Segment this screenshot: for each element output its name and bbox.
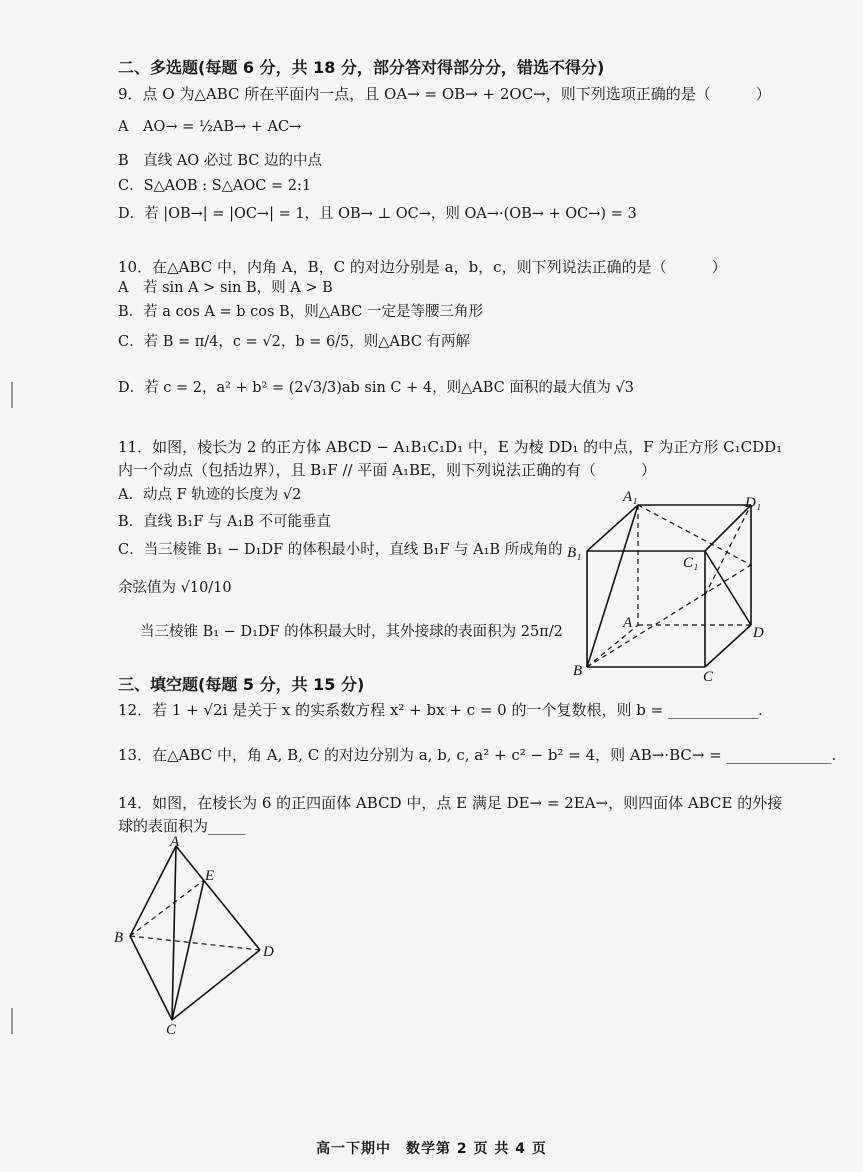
hidden-ab: [587, 625, 638, 667]
label-b1: B₁: [567, 545, 582, 561]
q11-stem-line2: 内一个动点（包括边界），且 B₁F // 平面 A₁BE，则下列说法正确的有（ ）: [118, 461, 656, 479]
diag-a1b: [587, 505, 638, 667]
label-a1: A₁: [623, 489, 638, 505]
tetrahedron-figure: [108, 832, 288, 1037]
label-d: D: [753, 625, 764, 641]
edge-ad: [176, 846, 260, 950]
q9-option-d: D．若 |OB→| = |OC→| = 1，且 OB→ ⊥ OC→，则 OA→·(OB→ + OC→) = 3: [118, 206, 637, 222]
q10-stem: 10．在△ABC 中，内角 A，B，C 的对边分别是 a，b，c，则下列说法正确的是（ ）: [118, 258, 727, 276]
q12: 12．若 1 + √2i 是关于 x 的实系数方程 x² + bx + c = 0 的一个复数根，则 b = ____________.: [118, 701, 763, 719]
q9-option-a: A AO→ = ½AB→ + AC→: [118, 119, 302, 135]
q14-stem-line2: 球的表面积为_____: [118, 817, 246, 835]
diag-c1d: [705, 551, 751, 625]
q11-option-c-cont: 余弦值为 √10/10: [118, 580, 232, 596]
label-c: C: [166, 1022, 177, 1037]
q11-option-d: 当三棱锥 B₁ − D₁DF 的体积最大时，其外接球的表面积为 25π/2: [140, 624, 563, 640]
q10-option-a: A 若 sin A > sin B，则 A > B: [118, 280, 333, 296]
cube-figure: [565, 485, 775, 685]
binding-mark: [11, 382, 13, 408]
label-b: B: [114, 930, 124, 946]
q11-option-c: C．当三棱锥 B₁ − D₁DF 的体积最小时，直线 B₁F 与 A₁B 所成角的: [118, 542, 563, 558]
label-d: D: [263, 944, 274, 960]
q13: 13．在△ABC 中，角 A, B, C 的对边分别为 a, b, c, a² + c² − b² = 4，则 AB→·BC→ = ______________.: [118, 746, 837, 764]
q10-option-d: D．若 c = 2，a² + b² = (2√3/3)ab sin C + 4，则△ABC 面积的最大值为 √3: [118, 380, 634, 396]
edge-bc: [130, 936, 172, 1020]
hidden-trace: [705, 505, 751, 595]
q11-option-a: A．动点 F 轨迹的长度为 √2: [118, 487, 302, 503]
hidden-be: [587, 565, 751, 667]
label-c1: C₁: [683, 555, 699, 571]
label-c: C: [703, 669, 714, 685]
q14-stem-line1: 14．如图，在棱长为 6 的正四面体 ABCD 中，点 E 满足 DE→ = 2EA→，则四面体 ABCE 的外接: [118, 794, 783, 812]
q9-option-b: B 直线 AO 必过 BC 边的中点: [118, 153, 322, 169]
q9-option-c: C．S△AOB : S△AOC = 2:1: [118, 178, 312, 194]
edge-ab: [130, 846, 176, 936]
label-b: B: [573, 663, 583, 679]
label-a: A: [623, 615, 633, 631]
edge-cd: [705, 625, 751, 667]
edge-ac: [172, 846, 176, 1020]
section-3-header: 三、填空题(每题 5 分，共 15 分): [118, 675, 365, 694]
q10-option-b: B．若 a cos A = b cos B，则△ABC 一定是等腰三角形: [118, 304, 483, 320]
q10-option-c: C．若 B = π/4，c = √2，b = 6/5，则△ABC 有两解: [118, 334, 471, 350]
q11-stem-line1: 11．如图，棱长为 2 的正方体 ABCD − A₁B₁C₁D₁ 中，E 为棱 DD₁ 的中点，F 为正方形 C₁CDD₁: [118, 438, 783, 456]
label-e: E: [205, 868, 215, 884]
label-a: A: [170, 834, 180, 850]
section-2-header: 二、多选题(每题 6 分，共 18 分，部分答对得部分分，错选不得分): [118, 58, 605, 77]
q9-stem: 9．点 O 为△ABC 所在平面内一点，且 OA→ = OB→ + 2OC→，则下列选项正确的是（ ）: [118, 85, 771, 103]
label-d1: D₁: [745, 495, 762, 511]
page-footer: 高一下期中 数学第 2 页 共 4 页: [316, 1141, 547, 1157]
hidden-bd: [130, 936, 260, 950]
q11-option-b: B．直线 B₁F 与 A₁B 不可能垂直: [118, 514, 332, 530]
binding-mark: [11, 1008, 13, 1034]
